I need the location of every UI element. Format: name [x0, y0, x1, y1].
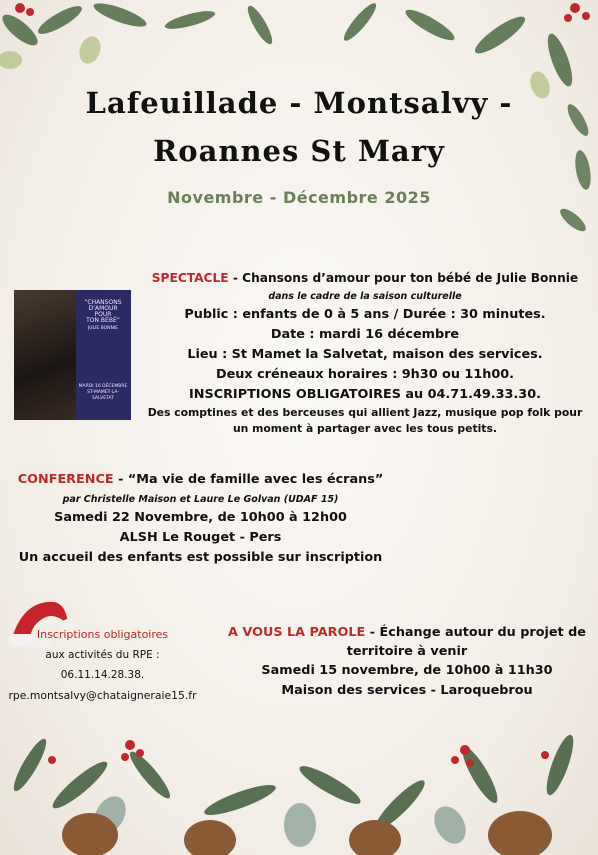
page-title-line2: Roannes St Mary: [153, 134, 445, 168]
rpe-line2: aux activités du RPE :: [45, 649, 160, 661]
rpe-line1: Inscriptions obligatoires: [36, 628, 169, 641]
spectacle-description-line2: un moment à partager avec les tous petits.: [232, 422, 497, 435]
page-title-line1: Lafeuillade - Montsalvy -: [85, 86, 513, 120]
parole-date: Samedi 15 novembre, de 10h00 à 11h30: [261, 663, 553, 678]
spectacle-heading: [140, 270, 590, 288]
singer-photo: [14, 290, 76, 420]
parole-title-line2: territoire à venir: [346, 644, 468, 659]
parole-section: [222, 623, 592, 701]
spectacle-public: Public : enfants de 0 à 5 ans / Durée : 30 minutes.: [184, 307, 546, 322]
spectacle-section: [140, 270, 590, 437]
spectacle-description-line1: Des comptines et des berceuses qui allient Jazz, musique pop folk pour: [147, 406, 583, 419]
conference-label: CONFERENCE: [17, 472, 114, 487]
foliage-right-decoration: [538, 100, 598, 250]
conference-note: Un accueil des enfants est possible sur inscription: [18, 550, 383, 565]
spectacle-date: Date : mardi 16 décembre: [270, 327, 460, 342]
spectacle-title: - Chansons d’amour pour ton bébé de Julie Bonnie: [228, 271, 579, 285]
parole-lieu: Maison des services - Laroquebrou: [281, 683, 533, 698]
parole-label: A VOUS LA PAROLE: [228, 625, 366, 640]
parole-heading: [222, 623, 592, 642]
spectacle-inscriptions: INSCRIPTIONS OBLIGATOIRES au 04.71.49.33.30.: [189, 387, 541, 402]
conference-speakers: par Christelle Maison et Laure Le Golvan (UDAF 15): [62, 493, 339, 505]
spectacle-creneaux: Deux créneaux horaires : 9h30 ou 11h00.: [215, 367, 515, 382]
foliage-bottom-decoration: [0, 705, 598, 855]
spectacle-context: dans le cadre de la saison culturelle: [268, 290, 462, 302]
conference-title: - “Ma vie de famille avec les écrans”: [113, 472, 384, 487]
rpe-info: [0, 628, 205, 702]
conference-date: Samedi 22 Novembre, de 10h00 à 12h00: [54, 510, 347, 525]
poster-text: “CHANSONS D’AMOUR POUR TON BÉBÉ” JULIE BONNIE MARDI 16 DÉCEMBRE ST-MAMET-LA-SALVETAT: [78, 299, 128, 401]
conference-heading: [8, 471, 393, 489]
spectacle-lieu: Lieu : St Mamet la Salvetat, maison des services.: [187, 347, 543, 362]
page-subtitle: Novembre - Décembre 2025: [167, 188, 431, 207]
rpe-phone: 06.11.14.28.38.: [60, 669, 145, 681]
spectacle-label: SPECTACLE: [151, 271, 229, 285]
rpe-email: rpe.montsalvy@chataigneraie15.fr: [8, 689, 197, 702]
conference-section: [8, 471, 393, 568]
spectacle-poster-image: [14, 290, 131, 420]
conference-lieu: ALSH Le Rouget - Pers: [119, 530, 282, 545]
parole-title-line1: - Échange autour du projet de: [365, 625, 586, 640]
